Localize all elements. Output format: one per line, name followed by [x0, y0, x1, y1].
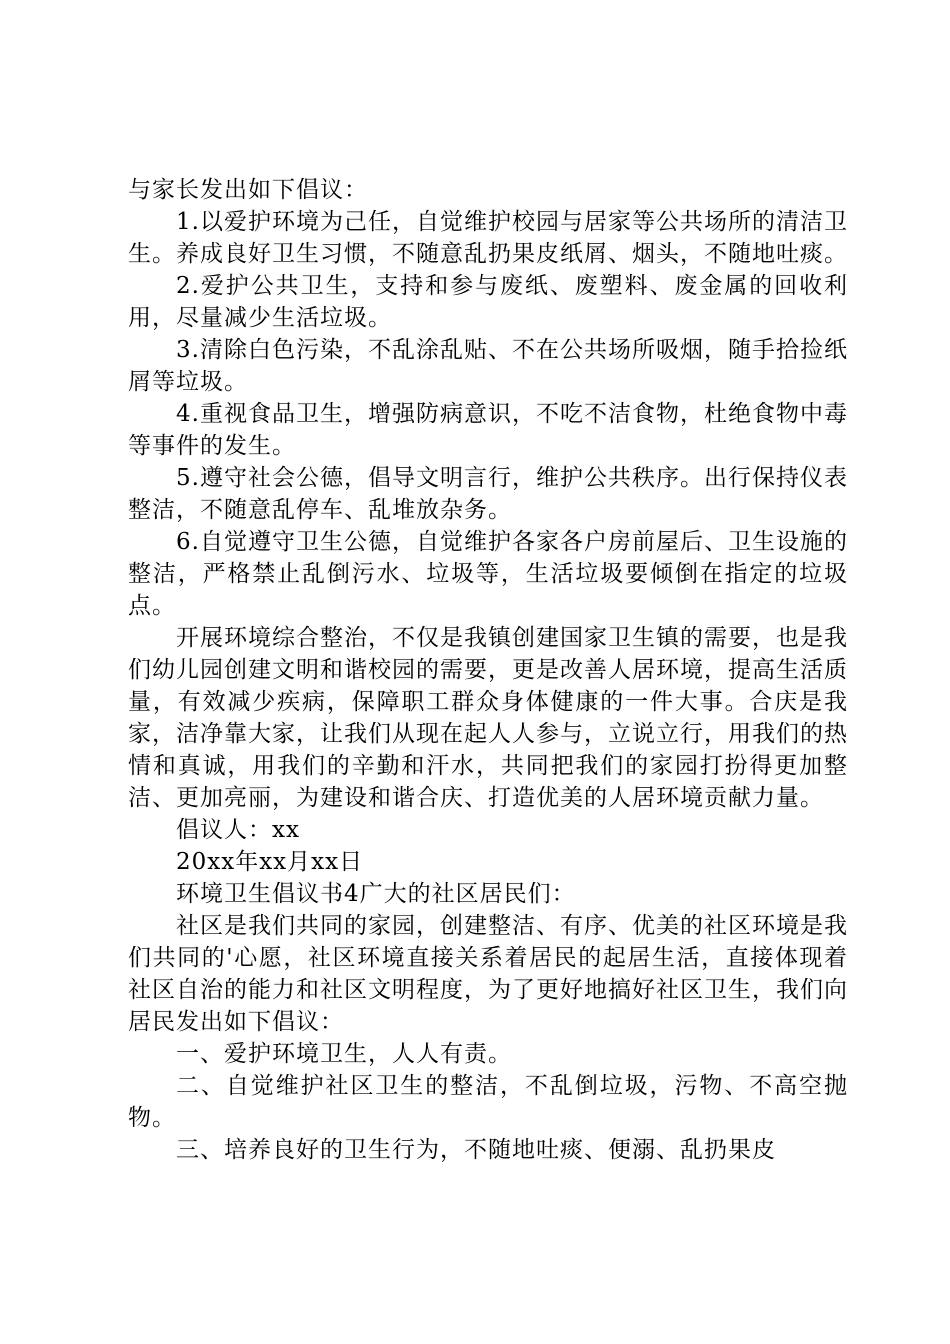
date-line: 20xx年xx月xx日: [176, 849, 364, 875]
paragraph-point-1: 一、爱护环境卫生，人人有责。: [176, 1041, 512, 1067]
paragraph-point-3: 三、培养良好的卫生行为，不随地吐痰、便溺、乱扔果皮: [176, 1137, 776, 1163]
paragraph-item-2: 2.爱护公共卫生，支持和参与废纸、废塑料、废金属的回收利用，尽量减少生活垃圾。: [128, 273, 848, 331]
paragraph-point-2: 二、自觉维护社区卫生的整洁，不乱倒垃圾，污物、不高空抛物。: [128, 1073, 848, 1131]
paragraph-item-3: 3.清除白色污染，不乱涂乱贴、不在公共场所吸烟，随手拾捡纸屑等垃圾。: [128, 337, 848, 395]
paragraph-summary: 开展环境综合整治，不仅是我镇创建国家卫生镇的需要，也是我们幼儿园创建文明和谐校园的需要，更是改善人居环境，提高生活质量，有效减少疾病，保障职工群众身体健康的一件大事。合庆是我家，洁净靠大家，让我们从现在起人人参与，立说立行，用我们的热情和真诚，用我们的辛勤和汗水，共同把我们的家园打扮得更加整洁、更加亮丽，为建设和谐合庆、打造优美的人居环境贡献力量。: [128, 625, 848, 811]
paragraph-intro: 与家长发出如下倡议：: [128, 177, 368, 203]
document-page: [128, 174, 848, 1166]
signature-line: 倡议人：xx: [176, 817, 300, 843]
paragraph-community: 社区是我们共同的家园，创建整洁、有序、优美的社区环境是我们共同的'心愿，社区环境直接关系着居民的起居生活，直接体现着社区自治的能力和社区文明程度，为了更好地搞好社区卫生，我们向居民发出如下倡议：: [128, 913, 848, 1035]
paragraph-item-4: 4.重视食品卫生，增强防病意识，不吃不洁食物，杜绝食物中毒等事件的发生。: [128, 401, 848, 459]
paragraph-item-5: 5.遵守社会公德，倡导文明言行，维护公共秩序。出行保持仪表整洁，不随意乱停车、乱堆放杂务。: [128, 465, 848, 523]
paragraph-item-1: 1.以爱护环境为己任，自觉维护校园与居家等公共场所的清洁卫生。养成良好卫生习惯，不随意乱扔果皮纸屑、烟头，不随地吐痰。: [128, 209, 848, 267]
section-heading: 环境卫生倡议书4广大的社区居民们：: [176, 881, 576, 907]
paragraph-item-6: 6.自觉遵守卫生公德，自觉维护各家各户房前屋后、卫生设施的整洁，严格禁止乱倒污水、垃圾等，生活垃圾要倾倒在指定的垃圾点。: [128, 529, 848, 619]
